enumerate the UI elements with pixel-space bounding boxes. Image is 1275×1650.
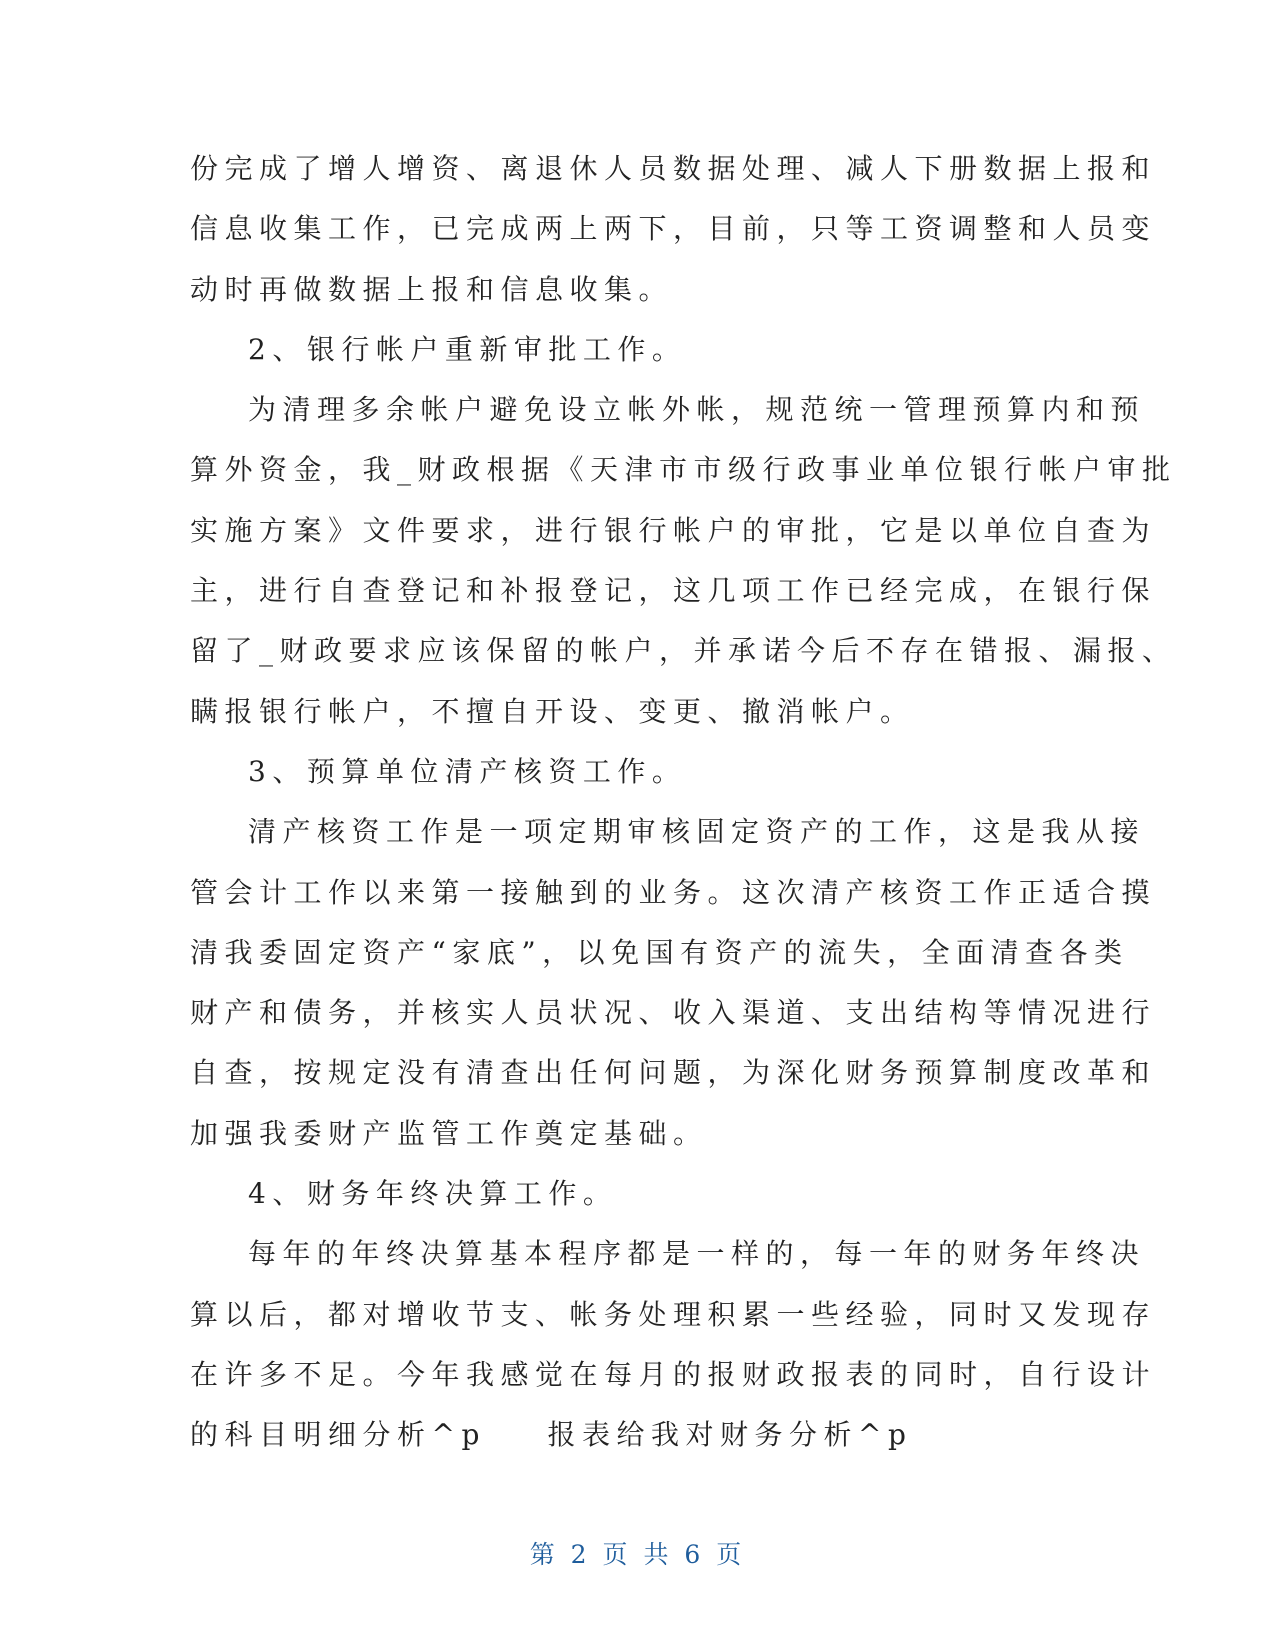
text-line: 自查，按规定没有清查出任何问题，为深化财务预算制度改革和: [190, 1056, 1157, 1090]
text-line: 实施方案》文件要求，进行银行帐户的审批，它是以单位自查为: [190, 513, 1157, 547]
text-line: 的科目明细分析^p 报表给我对财务分析^p: [190, 1418, 913, 1452]
text-line: 财产和债务，并核实人员状况、收入渠道、支出结构等情况进行: [190, 996, 1157, 1030]
text-line: 瞒报银行帐户，不擅自开设、变更、撤消帐户。: [190, 694, 915, 728]
text-line: 每年的年终决算基本程序都是一样的，每一年的财务年终决: [248, 1237, 1146, 1271]
document-body: [190, 139, 1177, 1466]
text-line: 主，进行自查登记和补报登记，这几项工作已经完成，在银行保: [190, 574, 1157, 608]
text-line: 份完成了增人增资、离退休人员数据处理、减人下册数据上报和: [190, 152, 1157, 185]
text-line: 算以后，都对增收节支、帐务处理积累一些经验，同时又发现存: [190, 1297, 1157, 1331]
section-heading-2: 2、银行帐户重新审批工作。: [248, 332, 687, 366]
text-line: 清我委固定资产“家底”，以免国有资产的流失，全面清查各类: [190, 935, 1129, 969]
page-number-footer: 第 2 页 共 6 页: [529, 1540, 746, 1569]
text-line: 动时再做数据上报和信息收集。: [190, 272, 674, 306]
section-heading-3: 3、预算单位清产核资工作。: [248, 754, 687, 788]
text-line: 加强我委财产监管工作奠定基础。: [190, 1116, 708, 1150]
text-line: 留了_财政要求应该保留的帐户，并承诺今后不存在错报、漏报、: [190, 634, 1177, 668]
text-line: 算外资金，我_财政根据《天津市市级行政事业单位银行帐户审批: [190, 453, 1177, 487]
section-heading-4: 4、财务年终决算工作。: [248, 1177, 618, 1211]
text-line: 信息收集工作，已完成两上两下，目前，只等工资调整和人员变: [190, 212, 1157, 246]
text-line: 清产核资工作是一项定期审核固定资产的工作，这是我从接: [248, 815, 1146, 849]
text-line: 管会计工作以来第一接触到的业务。这次清产核资工作正适合摸: [190, 875, 1157, 909]
text-line: 为清理多余帐户避免设立帐外帐，规范统一管理预算内和预: [248, 393, 1146, 427]
text-line: 在许多不足。今年我感觉在每月的报财政报表的同时，自行设计: [190, 1357, 1157, 1391]
